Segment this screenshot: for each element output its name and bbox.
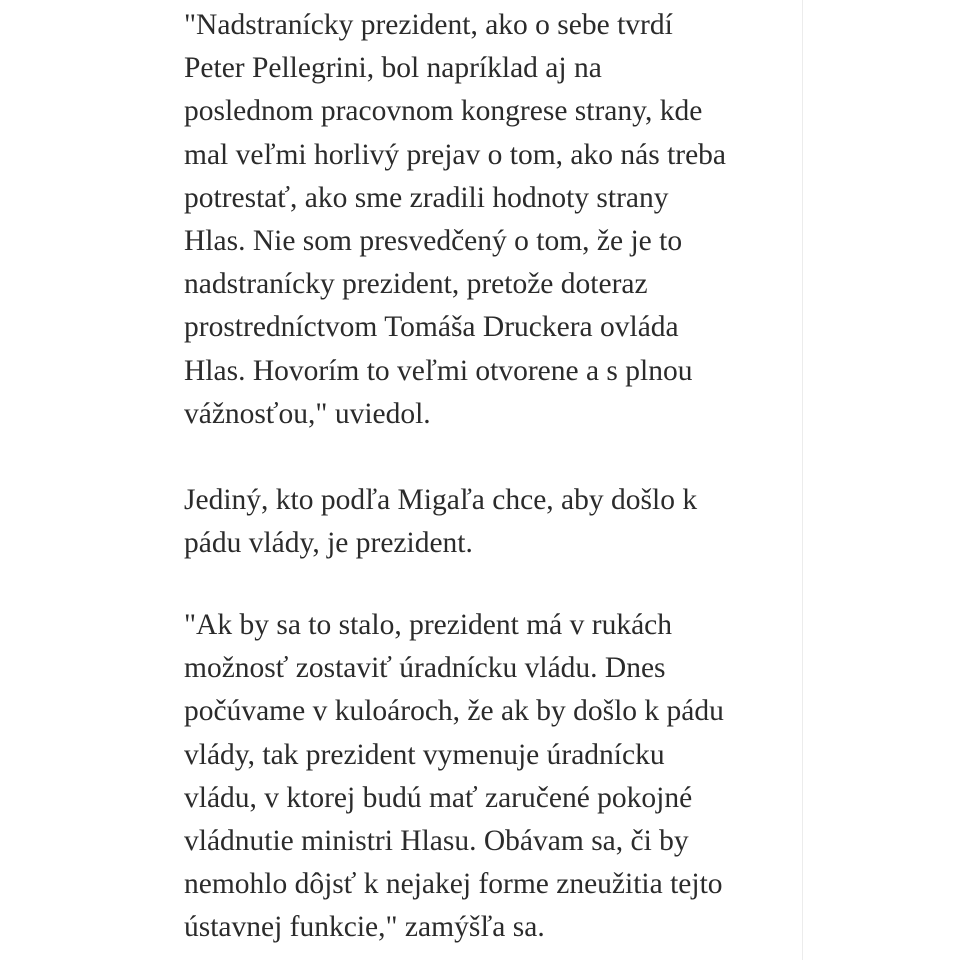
paragraph-migal [184, 479, 697, 565]
text-line: nadstranícky prezident, pretože doteraz [184, 268, 648, 301]
text-line: Jediný, kto podľa Migaľa chce, aby došlo k [184, 484, 698, 516]
paragraph-quote-government [184, 604, 724, 950]
text-line: "Nadstranícky prezident, ako o sebe tvrdí [184, 9, 673, 41]
text-line: Hlas. Hovorím to veľmi otvorene a s plnou [184, 354, 693, 387]
text-line: vlády, tak prezident vymenuje úradnícku [184, 738, 665, 771]
text-line: poslednom pracovnom kongrese strany, kde [184, 95, 703, 128]
paragraph-quote-pellegrini [184, 4, 726, 436]
text-line: nemohlo dôjsť k nejakej forme zneužitia tejto [184, 868, 723, 901]
text-line: prostredníctvom Tomáša Druckera ovláda [184, 311, 679, 344]
text-line: "Ak by sa to stalo, prezident má v rukách [184, 609, 673, 641]
text-line: pádu vlády, je prezident. [184, 527, 473, 560]
text-line: počúvame v kuloároch, že ak by došlo k pádu [184, 695, 724, 728]
column-divider [802, 0, 803, 960]
text-line: Peter Pellegrini, bol napríklad aj na [184, 52, 602, 85]
text-line: vládnutie ministri Hlasu. Obávam sa, či by [184, 825, 689, 858]
text-line: vážnosťou," uviedol. [184, 397, 431, 430]
text-line: mal veľmi horlivý prejav o tom, ako nás treba [184, 138, 727, 171]
text-line: ústavnej funkcie," zamýšľa sa. [184, 911, 545, 944]
text-line: vládu, v ktorej budú mať zaručené pokojné [184, 781, 693, 814]
text-line: Hlas. Nie som presvedčený o tom, že je to [184, 225, 683, 258]
text-line: možnosť zostaviť úradnícku vládu. Dnes [184, 652, 666, 685]
text-line: potrestať, ako sme zradili hodnoty strany [184, 181, 669, 214]
